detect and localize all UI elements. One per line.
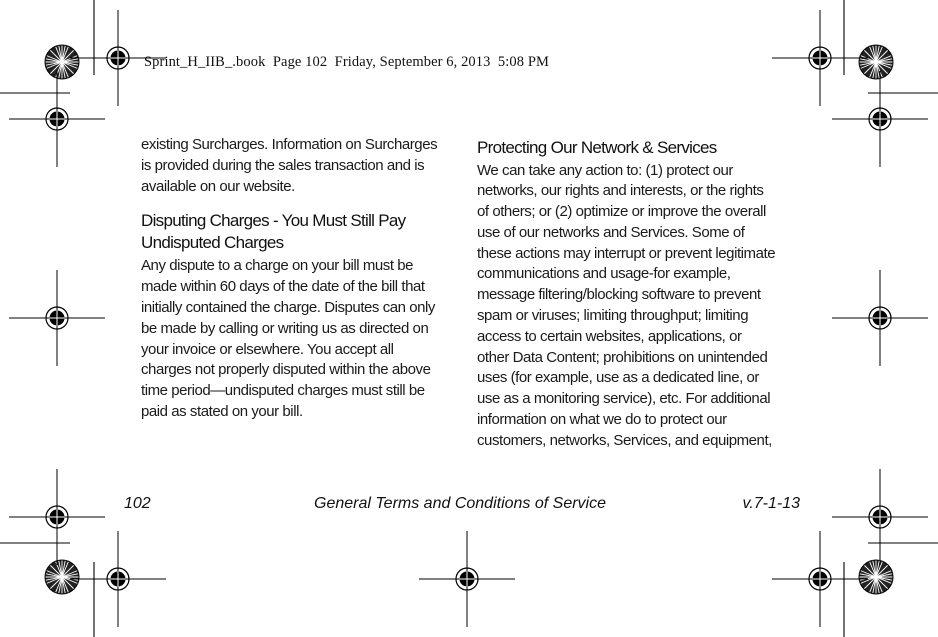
registration-mark-icon <box>9 71 105 167</box>
registration-mark-icon <box>832 71 928 167</box>
text-line: uses (for example, use as a dedicated line, or <box>477 369 759 387</box>
heading-line: Disputing Charges - You Must Still Pay <box>141 211 406 231</box>
star-target-icon <box>859 560 893 594</box>
text-line: Any dispute to a charge on your bill must be <box>141 257 414 275</box>
left-column <box>141 135 459 423</box>
text-line: initially contained the charge. Disputes can only <box>141 298 435 316</box>
section-heading-protecting-network: Protecting Our Network & Services <box>477 138 717 157</box>
text-line: your invoice or elsewhere. You accept all <box>141 340 394 358</box>
registration-mark-icon <box>70 531 166 627</box>
text-line: paid as stated on your bill. <box>141 402 303 420</box>
star-target-icon <box>45 45 79 79</box>
text-line: time period—undisputed charges must still be <box>141 382 425 400</box>
disputing-charges-paragraph <box>141 256 459 422</box>
text-line: use as a monitoring service), etc. For additional <box>477 390 771 408</box>
text-line: message filtering/blocking software to prevent <box>477 286 761 304</box>
protecting-network-paragraph <box>477 161 793 452</box>
registration-mark-icon <box>832 270 928 366</box>
page-footer <box>124 495 800 517</box>
star-target-icon <box>45 560 79 594</box>
print-slug: Sprint_H_IIB_.book Page 102 Friday, September 6, 2013 5:08 PM <box>144 54 549 70</box>
intro-paragraph <box>141 135 459 197</box>
registration-mark-icon <box>419 531 515 627</box>
registration-mark-icon <box>9 270 105 366</box>
text-line: spam or viruses; limiting throughput; limiting <box>477 307 749 325</box>
text-line: communications and usage-for example, <box>477 265 731 283</box>
text-line: networks, our rights and interests, or the rights <box>477 182 764 200</box>
star-target-icon <box>859 45 893 79</box>
registration-mark-icon <box>772 10 868 106</box>
text-line: customers, networks, Services, and equipment, <box>477 431 772 449</box>
text-line: We can take any action to: (1) protect our <box>477 161 733 179</box>
right-column <box>477 135 793 452</box>
text-line: use of our networks and Services. Some of <box>477 223 745 241</box>
text-line: available on our website. <box>141 177 295 195</box>
registration-mark-icon <box>772 531 868 627</box>
text-line: information on what we do to protect our <box>477 411 727 429</box>
heading-line: Undisputed Charges <box>141 232 284 252</box>
text-line: other Data Content; prohibitions on unintended <box>477 348 768 366</box>
version-label: v.7-1-13 <box>742 495 800 512</box>
page-number: 102 <box>124 495 151 512</box>
text-line: be made by calling or writing us as directed on <box>141 319 429 337</box>
text-line: charges not properly disputed within the above <box>141 361 431 379</box>
text-line: is provided during the sales transaction and is <box>141 156 425 174</box>
text-line: existing Surcharges. Information on Surcharges <box>141 136 438 153</box>
text-line: made within 60 days of the date of the bill that <box>141 278 425 296</box>
text-line: of others; or (2) optimize or improve the overall <box>477 203 766 221</box>
registration-mark-icon <box>9 469 105 565</box>
text-line: access to certain websites, applications, or <box>477 327 742 345</box>
text-line: these actions may interrupt or prevent legitimate <box>477 244 776 262</box>
section-heading-disputing-charges <box>141 210 459 253</box>
footer-title: General Terms and Conditions of Service <box>314 495 606 512</box>
registration-mark-icon <box>832 469 928 565</box>
